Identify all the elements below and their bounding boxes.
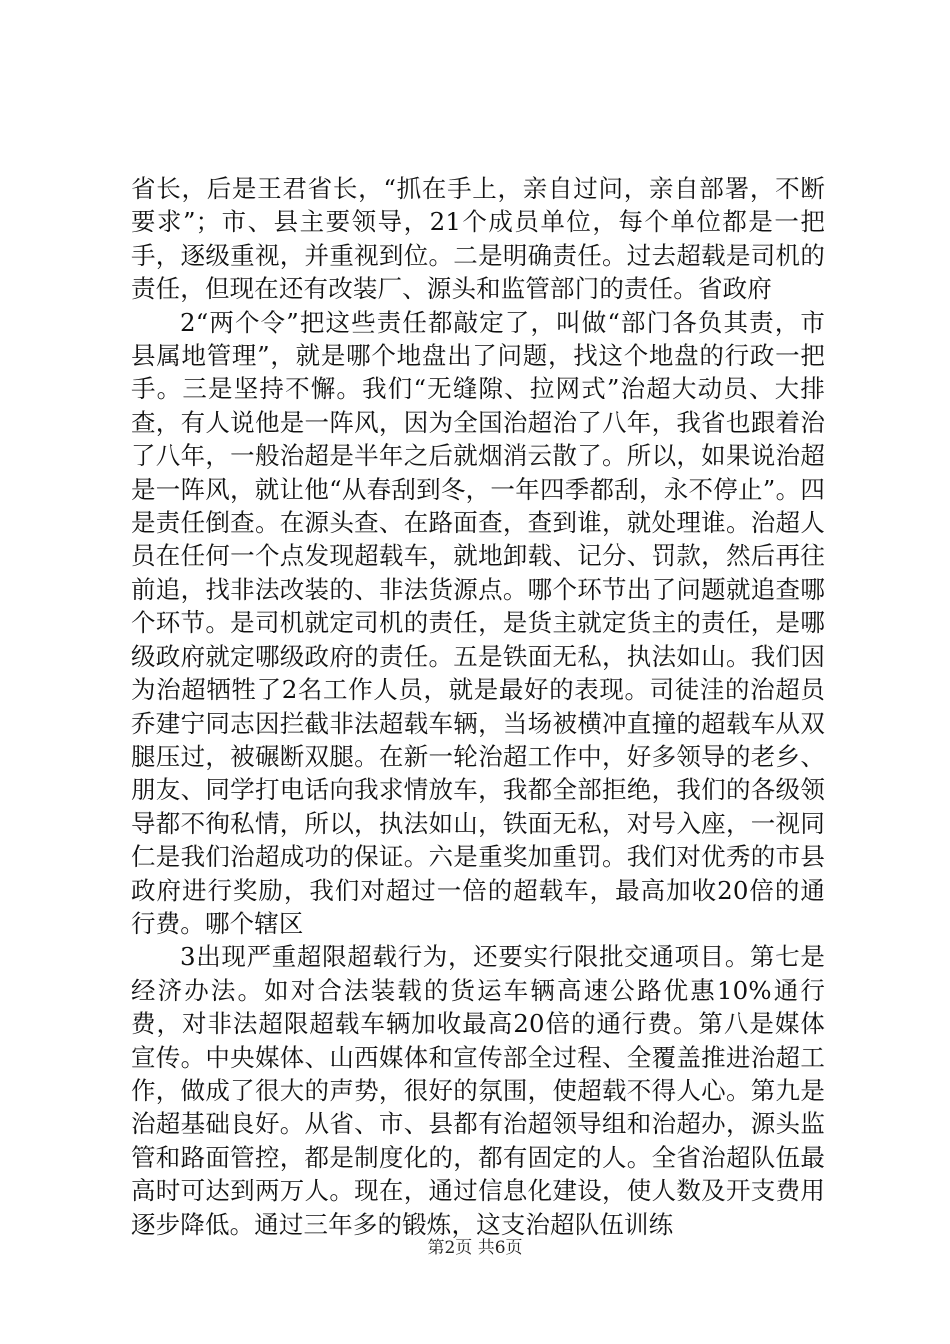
- paragraph-2: 2“两个令”把这些责任都敲定了，叫做“部门各负其责，市县属地管理”，就是哪个地盘出了问题，找这个地盘的行政一把手。三是坚持不懈。我们“无缝隙、拉网式”治超大动员、大排查，有人说他是一阵风，因为全国治超治了八年，我省也跟着治了八年，一般治超是半年之后就烟消云散了。所以，如果说治超是一阵风，就让他“从春刮到冬，一年四季都刮，永不停止”。四是责任倒查。在源头查、在路面查，查到谁，就处理谁。治超人员在任何一个点发现超载车，就地卸载、记分、罚款，然后再往前追，找非法改装的、非法货源点。哪个环节出了问题就追查哪个环节。是司机就定司机的责任，是货主就定货主的责任，是哪级政府就定哪级政府的责任。五是铁面无私，执法如山。我们因为治超牺牲了2名工作人员，就是最好的表现。司徒洼的治超员乔建宁同志因拦截非法超载车辆，当场被横冲直撞的超载车从双腿压过，被碾断双腿。在新一轮治超工作中，好多领导的老乡、朋友、同学打电话向我求情放车，我都全部拒绝，我们的各级领导都不徇私情，所以，执法如山，铁面无私，对号入座，一视同仁是我们治超成功的保证。六是重奖加重罚。我们对优秀的市县政府进行奖励，我们对超过一倍的超载车，最高加收20倍的通行费。哪个辖区: [131, 307, 825, 938]
- page-footer: 第2页 共6页: [427, 1238, 523, 1258]
- paragraph-3: 3出现严重超限超载行为，还要实行限批交通项目。第七是经济办法。如对合法装载的货运车辆高速公路优惠10%通行费，对非法超限超载车辆加收最高20倍的通行费。第八是媒体宣传。中央媒体、山西媒体和宣传部全过程、全覆盖推进治超工作，做成了很大的声势，很好的氛围，使超载不得人心。第九是治超基础良好。从省、市、县都有治超领导组和治超办，源头监管和路面管控，都是制度化的，都有固定的人。全省治超队伍最高时可达到两万人。现在，通过信息化建设，使人数及开支费用逐步降低。通过三年多的锻炼，这支治超队伍训练: [131, 942, 825, 1239]
- document-body: [131, 172, 825, 1241]
- paragraph-1: 省长，后是王君省长，“抓在手上，亲自过问，亲自部署，不断要求”；市、县主要领导，21个成员单位，每个单位都是一把手，逐级重视，并重视到位。二是明确责任。过去超载是司机的责任，但现在还有改装厂、源头和监管部门的责任。省政府: [131, 174, 825, 304]
